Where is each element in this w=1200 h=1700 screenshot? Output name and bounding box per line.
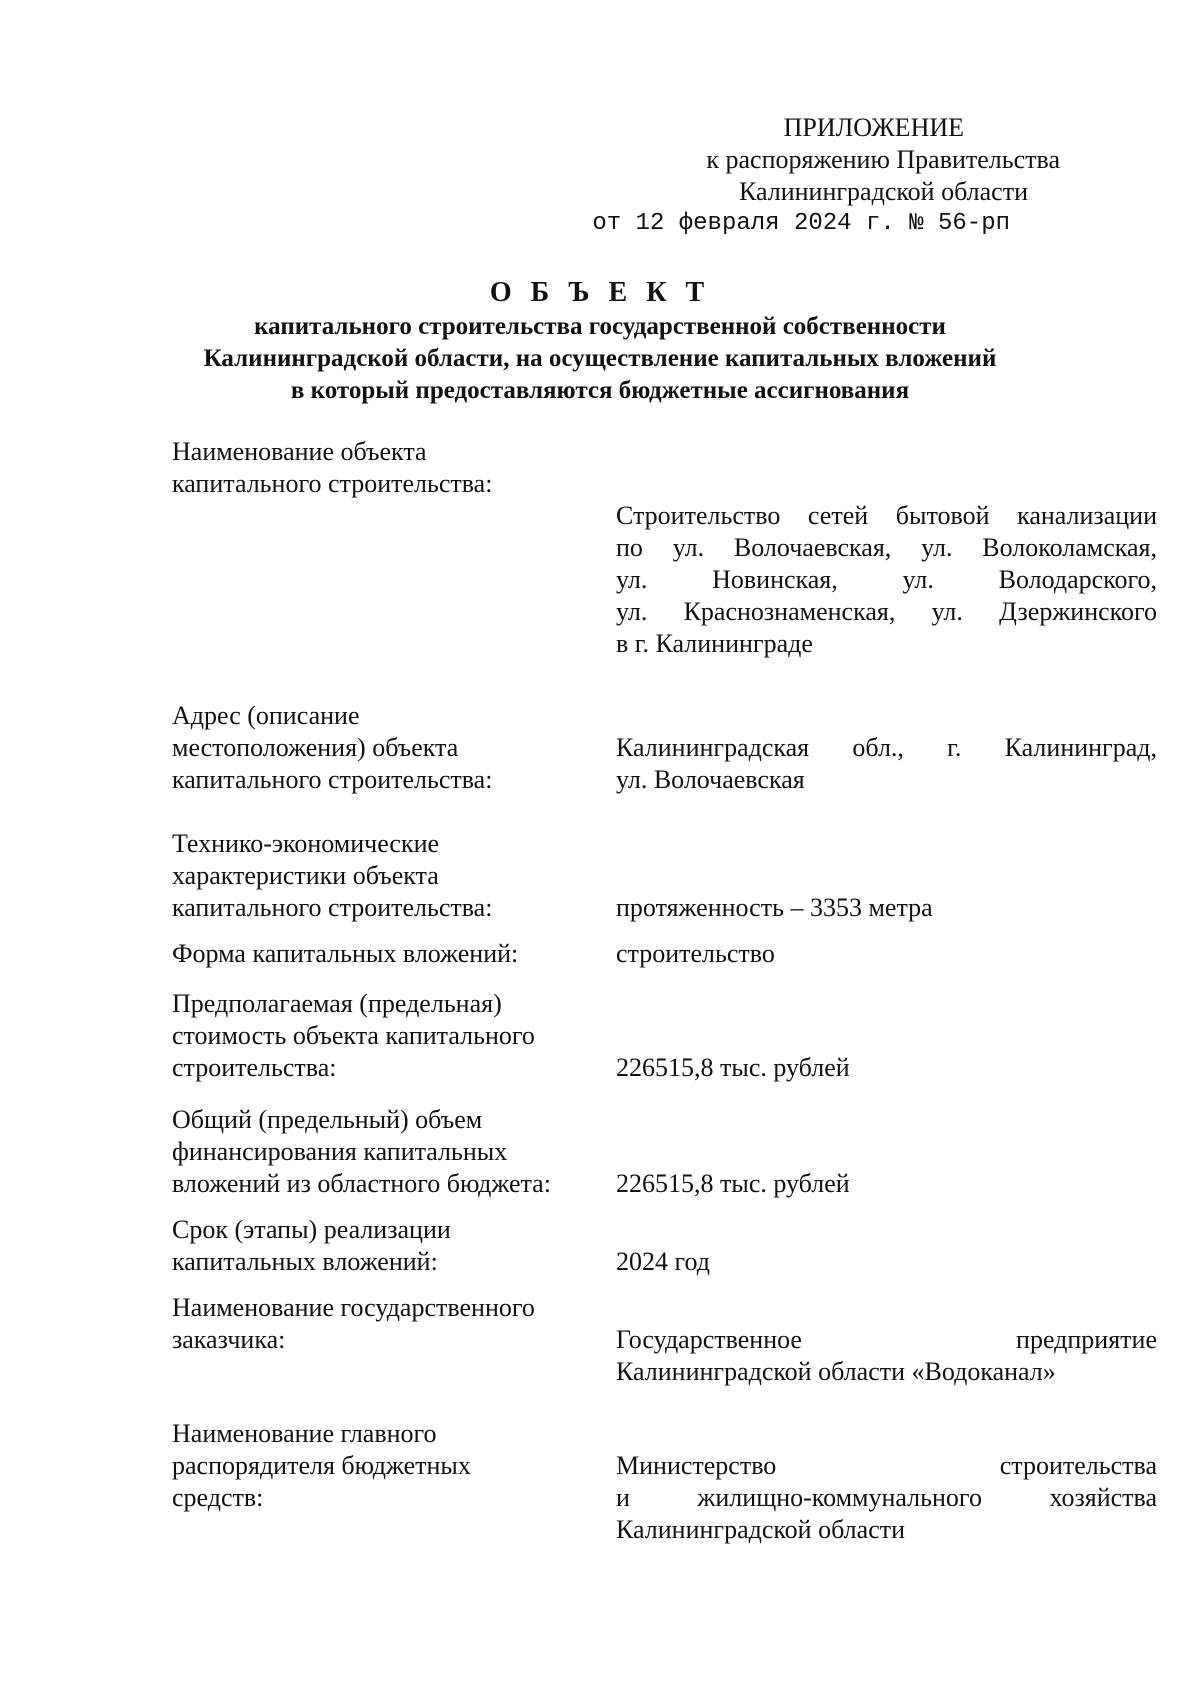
field-label xyxy=(172,988,616,1084)
field-row xyxy=(172,938,1157,970)
field-label-line: капитального строительства: xyxy=(172,893,493,922)
field-label xyxy=(172,828,616,924)
appendix-line-3: Калининградской области xyxy=(738,177,1028,206)
field-row xyxy=(172,1214,1157,1278)
title-line-2: Калининградской области, на осуществление капитальных вложений xyxy=(203,345,997,372)
field-label xyxy=(172,700,616,796)
field-value-line: ул. Краснознаменская, ул. Дзержинского xyxy=(616,597,1157,626)
field-row xyxy=(172,436,1157,660)
field-label-line: средств: xyxy=(172,1483,264,1512)
field-label-line: капитального строительства: xyxy=(172,765,493,794)
field-value xyxy=(616,1418,1157,1546)
field-label-line: строительства: xyxy=(172,1053,337,1082)
appendix-date-number: от 12 февраля 2024 г. № 56-рп xyxy=(592,210,1010,237)
field-label-line: распорядителя бюджетных xyxy=(172,1451,471,1480)
field-value-line: и жилищно-коммунального хозяйства xyxy=(616,1483,1157,1512)
field-value-line: 2024 год xyxy=(616,1247,710,1276)
field-label-line: заказчика: xyxy=(172,1325,286,1354)
field-label xyxy=(172,1104,616,1200)
field-row xyxy=(172,988,1157,1084)
field-value xyxy=(616,828,1157,924)
field-value-line: Строительство сетей бытовой канализации xyxy=(616,501,1157,530)
field-label xyxy=(172,1214,616,1278)
field-label-line: капитальных вложений: xyxy=(172,1247,438,1276)
field-value-line: Калининградская обл., г. Калининград, xyxy=(616,733,1157,762)
field-label-line: стоимость объекта капитального xyxy=(172,1021,535,1050)
field-label-line: Наименование главного xyxy=(172,1419,437,1448)
appendix-title: ПРИЛОЖЕНИЕ xyxy=(783,113,964,142)
document-title xyxy=(120,275,1080,407)
field-value xyxy=(616,1214,1157,1278)
field-label-line: местоположения) объекта xyxy=(172,733,459,762)
field-label-line: финансирования капитальных xyxy=(172,1137,508,1166)
field-label xyxy=(172,938,616,970)
field-value-line: ул. Новинская, ул. Володарского, xyxy=(616,565,1157,594)
field-label-line: Наименование государственного xyxy=(172,1293,535,1322)
appendix-header xyxy=(540,112,1060,240)
field-label-line: Технико-экономические xyxy=(172,829,440,858)
field-value-line: Калининградской области xyxy=(616,1515,906,1544)
field-value-line: протяженность – 3353 метра xyxy=(616,893,933,922)
field-value-line: 226515,8 тыс. рублей xyxy=(616,1053,850,1082)
field-label-line: характеристики объекта xyxy=(172,861,439,890)
field-label-line: вложений из областного бюджета: xyxy=(172,1169,551,1198)
field-value-line: Государственное предприятие xyxy=(616,1325,1157,1354)
field-row xyxy=(172,1418,1157,1546)
field-value xyxy=(616,436,1157,660)
field-value xyxy=(616,1104,1157,1200)
field-value-line: Калининградской области «Водоканал» xyxy=(616,1357,1056,1386)
field-value-line: по ул. Волочаевская, ул. Волоколамская, xyxy=(616,533,1157,562)
field-row xyxy=(172,1104,1157,1200)
field-value xyxy=(616,700,1157,796)
field-value-line: Министерство строительства xyxy=(616,1451,1157,1480)
field-label-line: Срок (этапы) реализации xyxy=(172,1215,451,1244)
field-value-line: строительство xyxy=(616,939,775,968)
object-fields xyxy=(172,436,1157,1560)
field-label xyxy=(172,1292,616,1356)
field-row xyxy=(172,700,1157,796)
field-value xyxy=(616,1292,1157,1388)
field-label xyxy=(172,436,616,500)
field-label-line: капитального строительства: xyxy=(172,469,493,498)
field-value-line: ул. Волочаевская xyxy=(616,765,805,794)
field-label-line: Наименование объекта xyxy=(172,437,427,466)
field-row xyxy=(172,1292,1157,1388)
field-row xyxy=(172,828,1157,924)
field-label-line: Предполагаемая (предельная) xyxy=(172,989,502,1018)
title-line-3: в который предоставляются бюджетные ассигнования xyxy=(290,377,910,404)
field-value-line: 226515,8 тыс. рублей xyxy=(616,1169,850,1198)
field-label xyxy=(172,1418,616,1514)
field-label-line: Форма капитальных вложений: xyxy=(172,939,519,968)
title-line-1: капитального строительства государственной собственности xyxy=(254,313,946,340)
title-main: О Б Ъ Е К Т xyxy=(489,277,711,308)
field-label-line: Общий (предельный) объем xyxy=(172,1105,483,1134)
field-label-line: Адрес (описание xyxy=(172,701,360,730)
field-value-line: в г. Калининграде xyxy=(616,629,813,658)
appendix-line-2: к распоряжению Правительства xyxy=(706,145,1060,174)
field-value xyxy=(616,988,1157,1084)
field-value xyxy=(616,938,1157,970)
